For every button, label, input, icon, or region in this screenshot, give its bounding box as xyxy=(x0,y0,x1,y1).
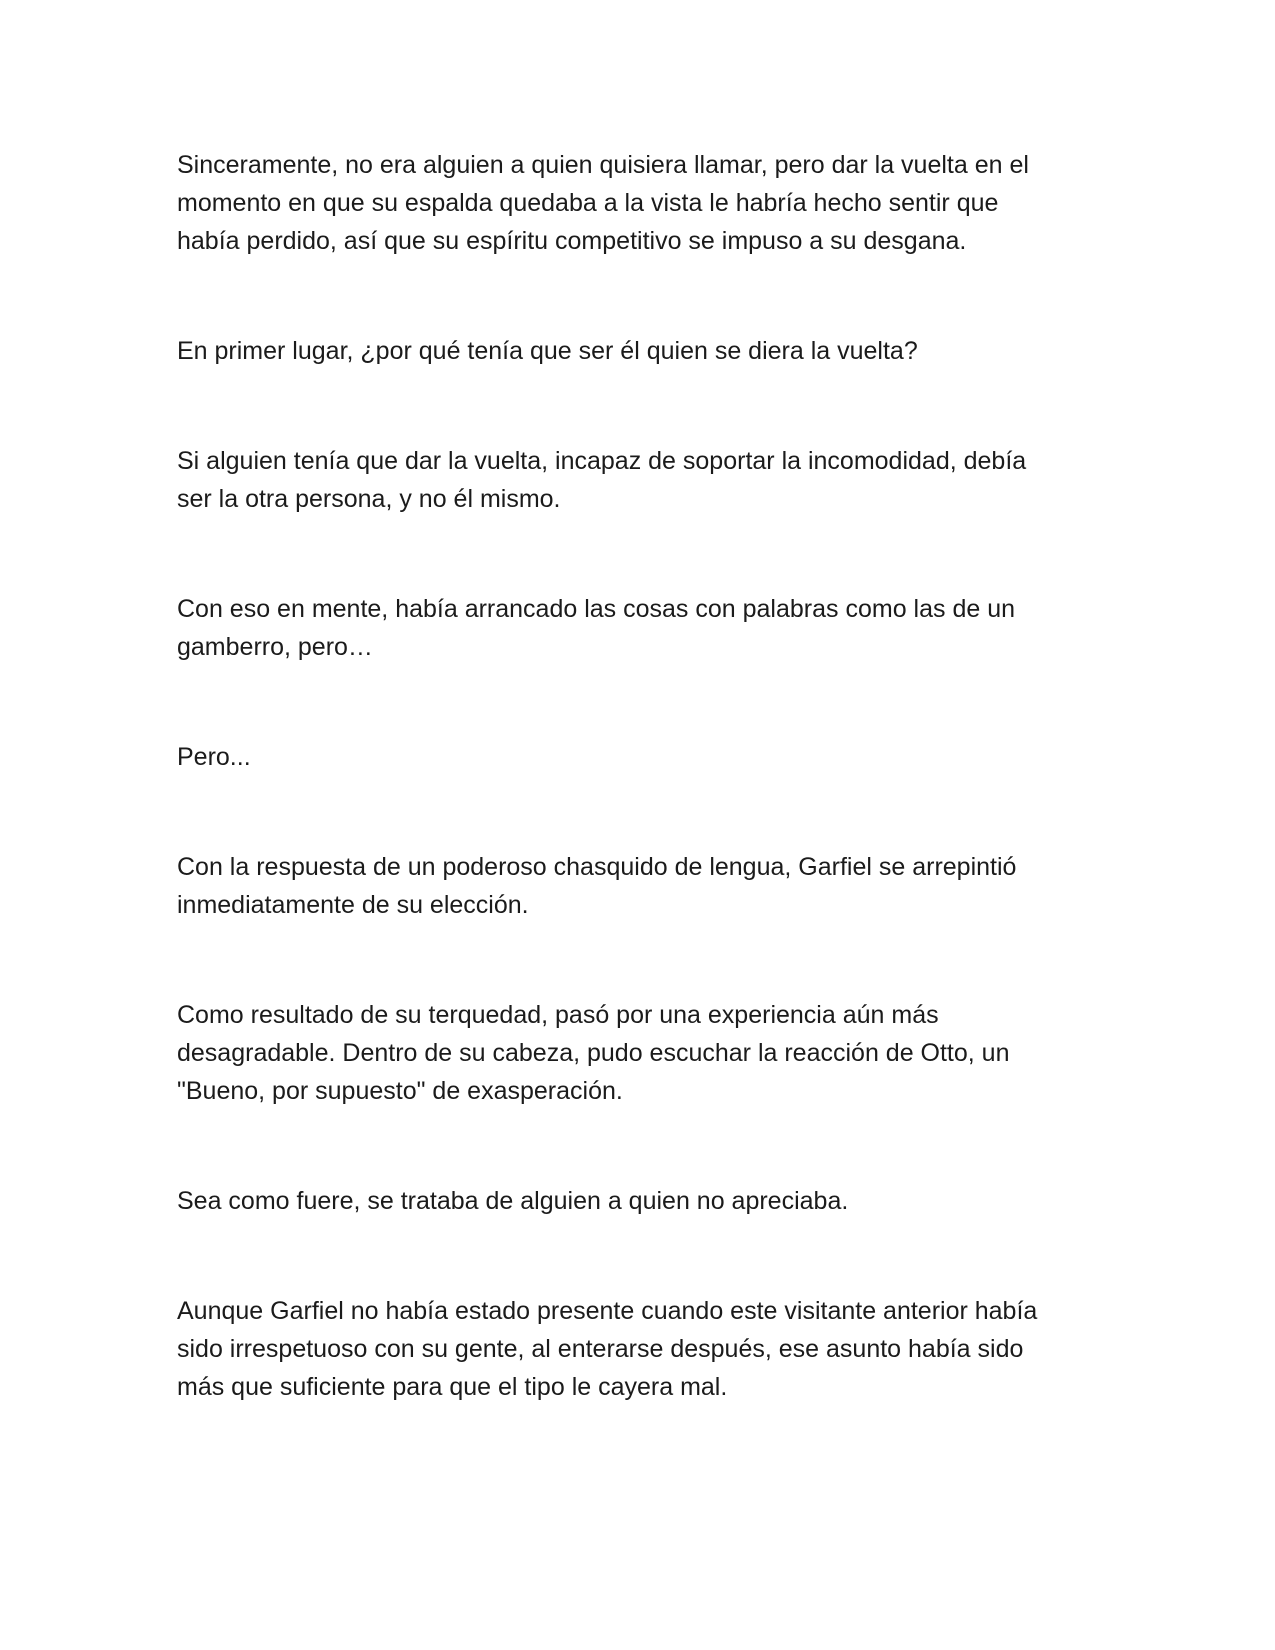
paragraph-line: más que suficiente para que el tipo le cayera mal. xyxy=(177,1373,728,1401)
paragraph-9 xyxy=(177,1292,1117,1406)
paragraph-line: ser la otra persona, y no él mismo. xyxy=(177,485,561,513)
paragraph-7 xyxy=(177,996,1117,1110)
paragraph-line: Si alguien tenía que dar la vuelta, incapaz de soportar la incomodidad, debía xyxy=(177,447,1027,475)
paragraph-3 xyxy=(177,442,1117,518)
paragraph-line: gamberro, pero… xyxy=(177,633,373,661)
paragraph-line: inmediatamente de su elección. xyxy=(177,891,529,919)
paragraph-line: había perdido, así que su espíritu competitivo se impuso a su desgana. xyxy=(177,227,967,255)
paragraph-line: Sinceramente, no era alguien a quien quisiera llamar, pero dar la vuelta en el xyxy=(177,151,1029,179)
paragraph-line: desagradable. Dentro de su cabeza, pudo escuchar la reacción de Otto, un xyxy=(177,1039,1010,1067)
paragraph-line: "Bueno, por supuesto" de exasperación. xyxy=(177,1077,623,1105)
paragraph-1 xyxy=(177,146,1117,260)
paragraph-line: Con eso en mente, había arrancado las cosas con palabras como las de un xyxy=(177,595,1016,623)
paragraph-line: Como resultado de su terquedad, pasó por una experiencia aún más xyxy=(177,1001,939,1029)
paragraph-4 xyxy=(177,590,1117,666)
paragraph-line: En primer lugar, ¿por qué tenía que ser él quien se diera la vuelta? xyxy=(177,337,918,365)
paragraph-line: Pero... xyxy=(177,743,251,771)
paragraph-line: Con la respuesta de un poderoso chasquido de lengua, Garfiel se arrepintió xyxy=(177,853,1017,881)
paragraph-2 xyxy=(177,332,1117,370)
paragraph-line: Sea como fuere, se trataba de alguien a quien no apreciaba. xyxy=(177,1187,849,1215)
document-body xyxy=(177,146,1117,1478)
paragraph-line: Aunque Garfiel no había estado presente cuando este visitante anterior había xyxy=(177,1297,1038,1325)
paragraph-8 xyxy=(177,1182,1117,1220)
paragraph-6 xyxy=(177,848,1117,924)
paragraph-line: momento en que su espalda quedaba a la vista le habría hecho sentir que xyxy=(177,189,999,217)
paragraph-line: sido irrespetuoso con su gente, al enterarse después, ese asunto había sido xyxy=(177,1335,1024,1363)
paragraph-5 xyxy=(177,738,1117,776)
